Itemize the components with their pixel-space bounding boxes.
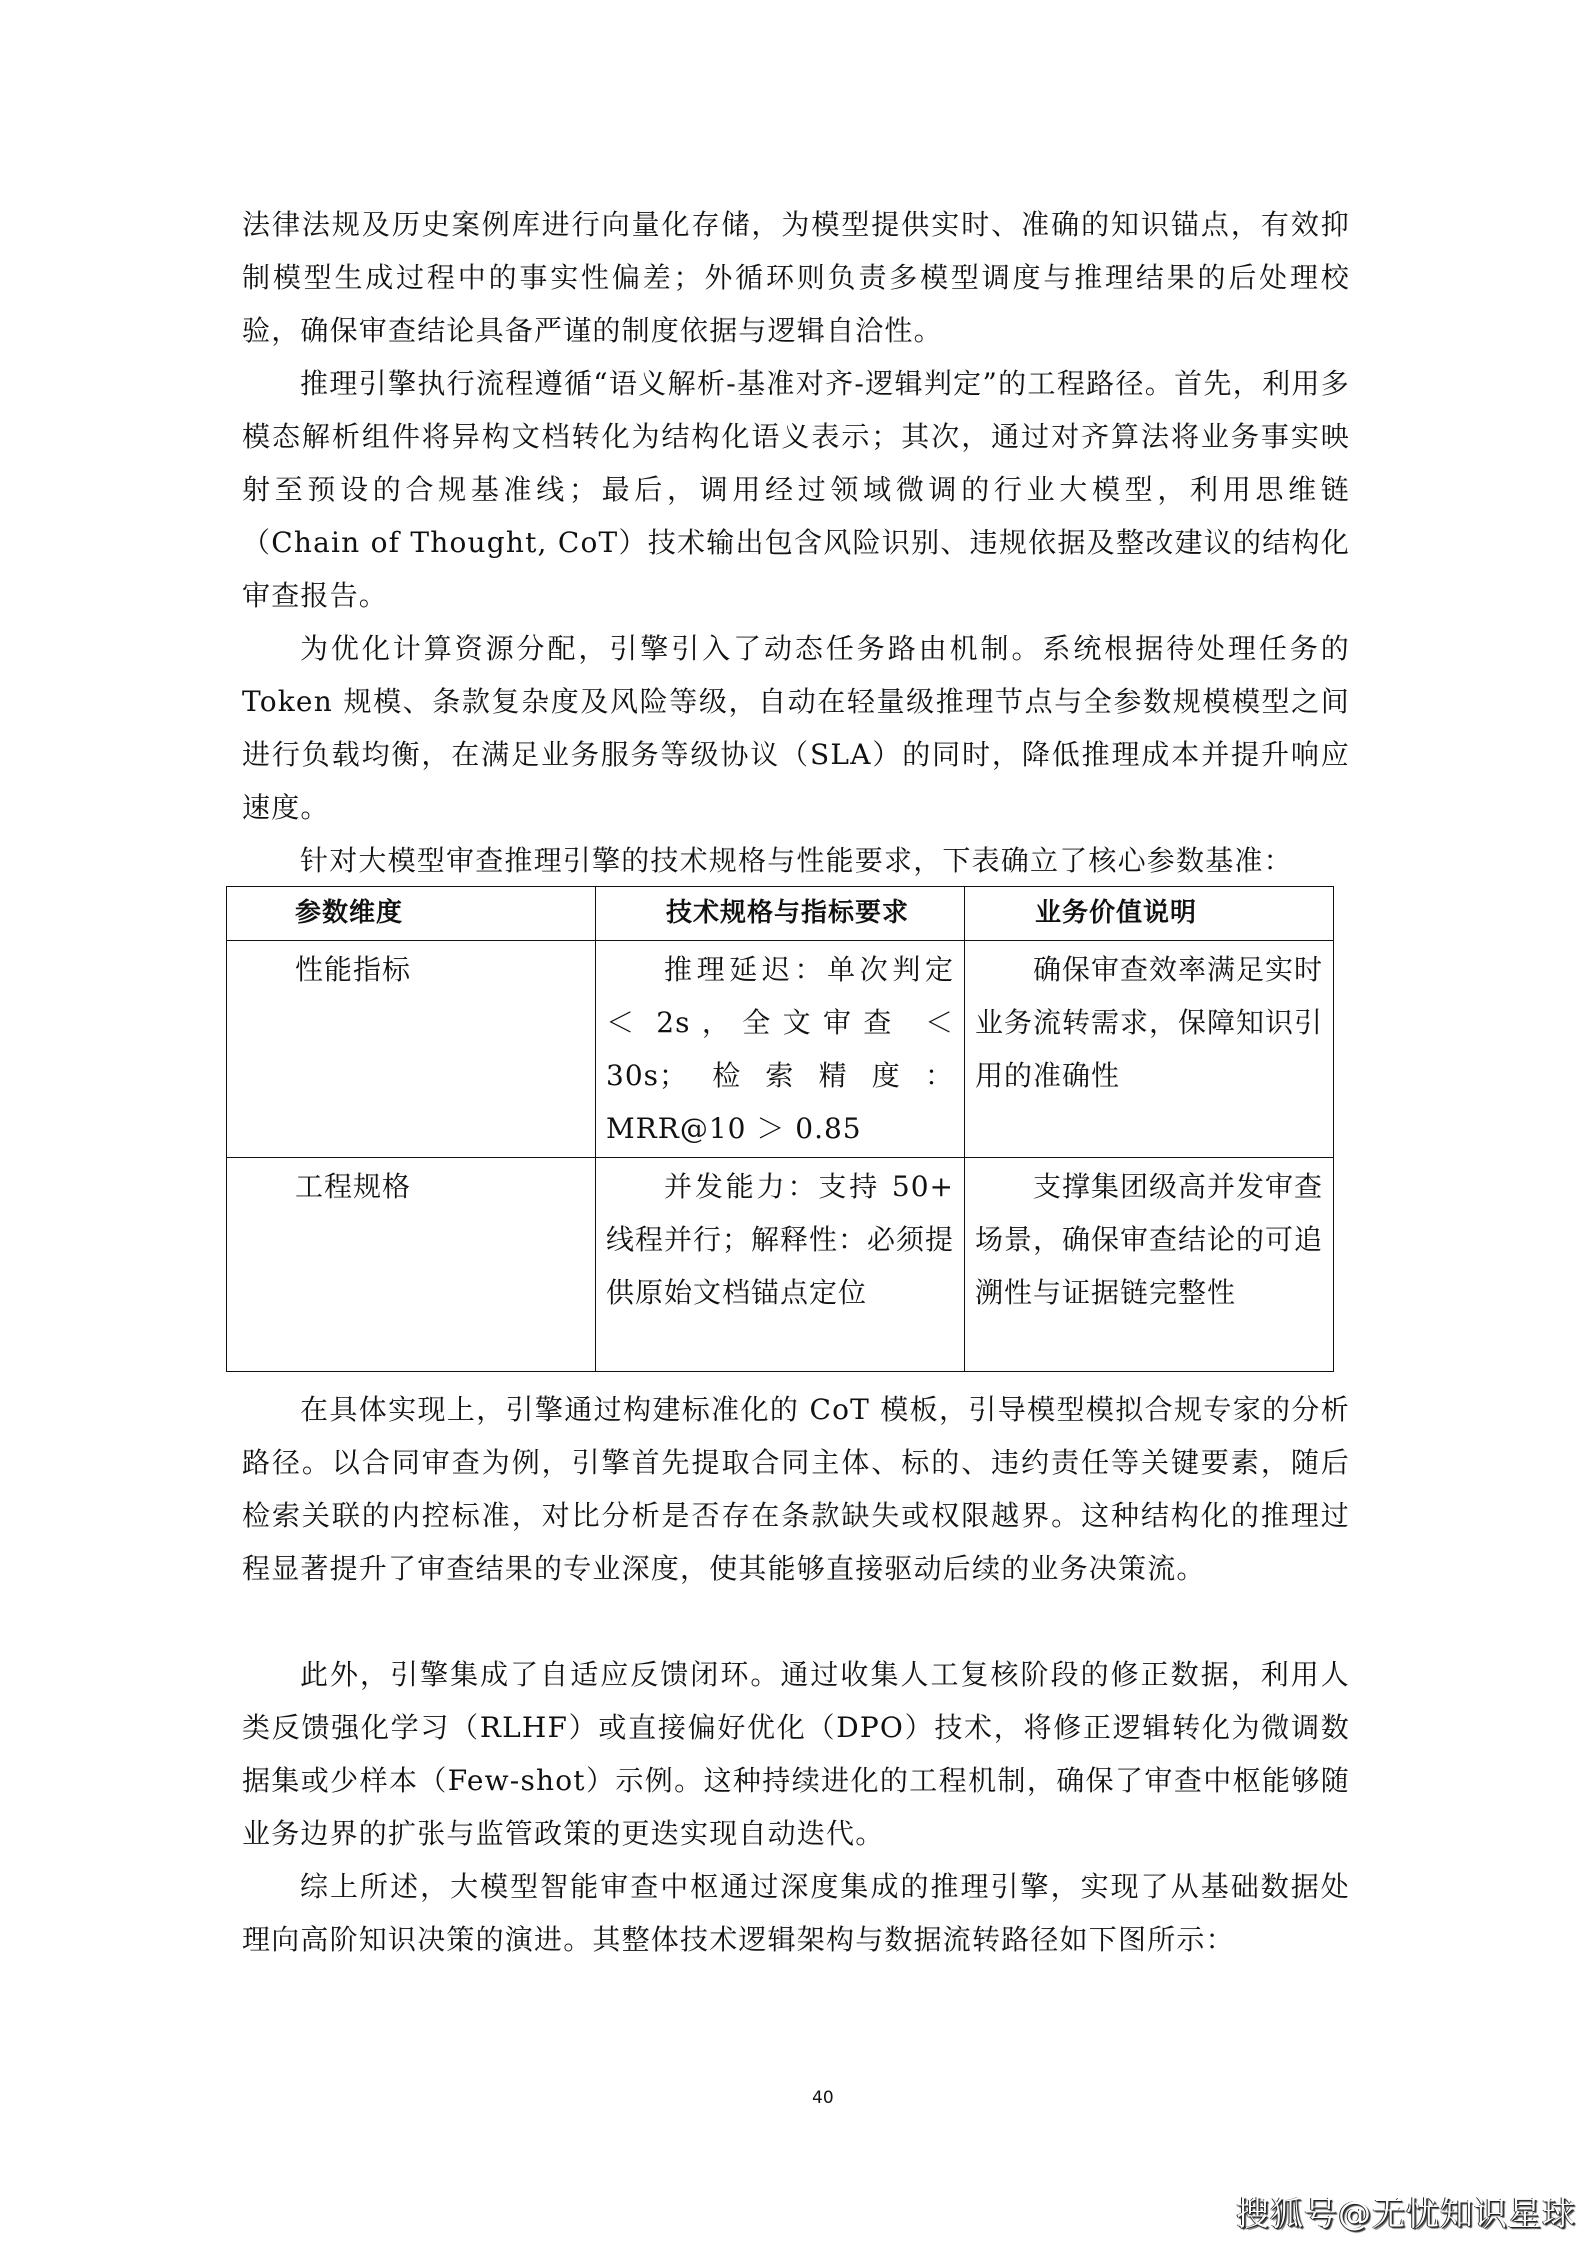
column-header-spec: 技术规格与指标要求 — [596, 887, 965, 941]
paragraph-text: 推理引擎执行流程遵循“语义解析-基准对齐-逻辑判定”的工程路径。首先，利用多模态解析组件将异构文档转化为结构化语义表示；其次，通过对齐算法将业务事实映射至预设的合规基准线；最后，调用经过领域微调的行业大模型，利用思维链（Chain of Thought, CoT）技术输出包含风险识别、违规依据及整改建议的结构化审查报告。 — [242, 367, 1350, 612]
paragraph-text: 在具体实现上，引擎通过构建标准化的 CoT 模板，引导模型模拟合规专家的分析路径。以合同审查为例，引擎首先提取合同主体、标的、违约责任等关键要素，随后检索关联的内控标准，对比分析是否存在条款缺失或权限越界。这种结构化的推理过程显著提升了审查结果的专业深度，使其能够直接驱动后续的业务决策流。 — [242, 1393, 1350, 1585]
paragraph-task-routing — [242, 622, 1350, 834]
column-header-dimension: 参数维度 — [227, 887, 596, 941]
paragraph-feedback-loop — [242, 1648, 1350, 1860]
table-cell-spec: 并发能力：支持 50+ 线程并行；解释性：必须提供原始文档锚点定位 — [596, 1158, 965, 1372]
spec-table — [226, 886, 1334, 1372]
paragraph-text: 此外，引擎集成了自适应反馈闭环。通过收集人工复核阶段的修正数据，利用人类反馈强化学习（RLHF）或直接偏好优化（DPO）技术，将修正逻辑转化为微调数据集或少样本（Few-shot）示例。这种持续进化的工程机制，确保了审查中枢能够随业务边界的扩张与监管政策的更迭实现自动迭代。 — [242, 1658, 1350, 1850]
paragraph-cot-template — [242, 1383, 1350, 1595]
paragraph-table-intro — [242, 834, 1350, 887]
table-cell-value: 确保审查效率满足实时业务流转需求，保障知识引用的准确性 — [965, 941, 1334, 1158]
table-row — [227, 941, 1334, 1158]
table-cell-dimension: 性能指标 — [227, 941, 596, 1158]
paragraph-summary — [242, 1860, 1350, 1966]
paragraph-text: 综上所述，大模型智能审查中枢通过深度集成的推理引擎，实现了从基础数据处理向高阶知识决策的演进。其整体技术逻辑架构与数据流转路径如下图所示： — [242, 1870, 1350, 1956]
table-cell-dimension: 工程规格 — [227, 1158, 596, 1372]
table-row — [227, 1158, 1334, 1372]
paragraph-inference-flow — [242, 357, 1350, 622]
page-number: 40 — [812, 2088, 834, 2108]
watermark: 搜狐号@无忧知识星球 — [1236, 2194, 1576, 2233]
table-header-row — [227, 887, 1334, 941]
table-cell-value: 支撑集团级高并发审查场景，确保审查结论的可追溯性与证据链完整性 — [965, 1158, 1334, 1372]
paragraph-continuation — [242, 198, 1350, 357]
paragraph-text: 法律法规及历史案例库进行向量化存储，为模型提供实时、准确的知识锚点，有效抑制模型生成过程中的事实性偏差；外循环则负责多模型调度与推理结果的后处理校验，确保审查结论具备严谨的制度依据与逻辑自洽性。 — [242, 208, 1350, 347]
column-header-value: 业务价值说明 — [965, 887, 1334, 941]
paragraph-text: 针对大模型审查推理引擎的技术规格与性能要求，下表确立了核心参数基准： — [300, 844, 1293, 877]
paragraph-text: 为优化计算资源分配，引擎引入了动态任务路由机制。系统根据待处理任务的 Token 规模、条款复杂度及风险等级，自动在轻量级推理节点与全参数规模模型之间进行负载均衡，在满足业务服务等级协议（SLA）的同时，降低推理成本并提升响应速度。 — [242, 632, 1350, 824]
table-cell-spec: 推理延迟：单次判定 ＜ 2s，全文审查 ＜ 30s；检索精度：MRR@10 ＞ 0.85 — [596, 941, 965, 1158]
